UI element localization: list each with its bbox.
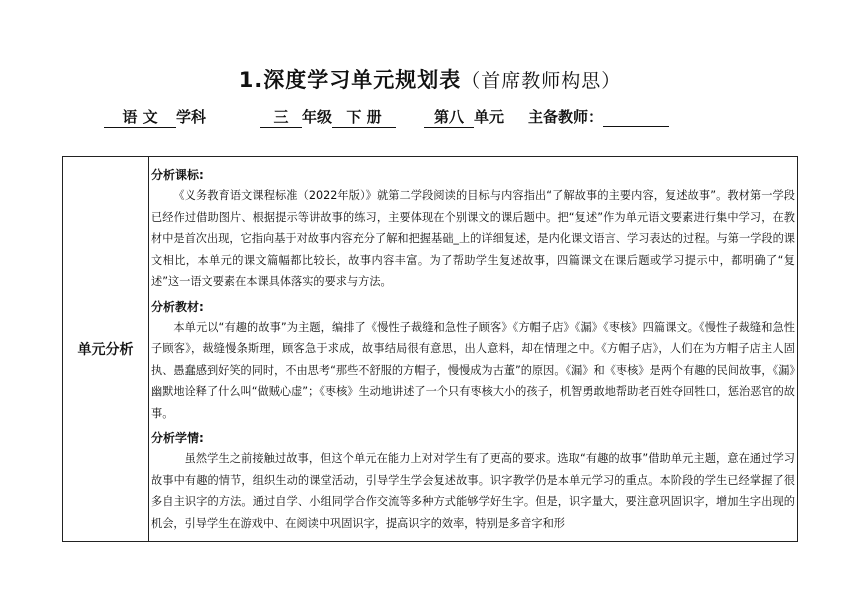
subject-value: 语 文	[104, 106, 176, 128]
row-label: 单元分析	[77, 342, 134, 358]
section-heading-curriculum: 分析课标:	[151, 168, 204, 182]
document-title	[0, 64, 860, 94]
title-subtitle: （首席教师构思）	[461, 70, 622, 92]
unit-value: 第八	[424, 106, 474, 128]
row-label-cell	[63, 157, 149, 541]
section-body-students: 虽然学生之前接触过故事，但这个单元在能力上对对学生有了更高的要求。选取“有趣的故事”借助单元主题，意在通过学习故事中有趣的情节，组织生动的课堂活动，引导学生学会复述故事。识字教学仍是本单元学习的重点。本阶段的学生已经掌握了很多自主识字的方法。通过自学、小组同学合作交流等多种方式能够学好生字。但是，识字量大，要注意巩固识字，增加生字出现的机会，引导学生在游戏中、在阅读中巩固识字，提高识字的效率，特别是多音字和形	[151, 452, 795, 530]
teacher-label: 主备教师：	[528, 108, 604, 126]
section-heading-textbook: 分析教材:	[151, 299, 204, 314]
grade-value: 三	[260, 106, 302, 128]
teacher-value-blank	[603, 108, 669, 127]
unit-analysis-table	[62, 156, 798, 542]
unit-label: 单元	[474, 108, 505, 126]
analysis-content-cell	[151, 159, 795, 541]
section-body-textbook: 本单元以“有趣的故事”为主题，编排了《慢性子裁缝和急性子顾客》《方帽子店》《漏》《枣核》四篇课文。《慢性子裁缝和急性子顾客》，裁缝慢条斯理，顾客急于求成，故事结局很有意思，出人意料，却在情理之中。《方帽子店》，人们在为方帽子店主人固执、愚蠢感到好笑的同时，不由思考“那些不舒服的方帽子，慢慢成为古董”的原因。《漏》和《枣核》是两个有趣的民间故事，《漏》幽默地诠释了什么叫“做贼心虚”；《枣核》生动地讲述了一个只有枣核大小的孩子，机智勇敢地帮助老百姓夺回牲口，惩治恶官的故事。	[151, 320, 795, 420]
subject-label: 学科	[176, 108, 207, 126]
volume-value: 下 册	[332, 106, 396, 128]
unit-meta-line	[104, 106, 669, 128]
grade-label: 年级	[302, 108, 333, 126]
title-main: 1.深度学习单元规划表	[238, 68, 462, 92]
section-heading-students: 分析学情:	[151, 431, 204, 445]
section-body-curriculum: 《义务教育语文课程标准（2022年版）》就第二学段阅读的目标与内容指出“了解故事的主要内容，复述故事”。教材第一学段已经作过借助图片、根据提示等讲故事的练习，主要体现在个别课文的课后题中。把“复述”作为单元语文要素进行集中学习，在教材中是首次出现，它指向基于对故事内容充分了解和把握基础_上的详细复述，是内化课文语言、学习表达的过程。与第一学段的课文相比，本单元的课文篇幅都比较长，故事内容丰富。为了帮助学生复述故事，四篇课文在课后题或学习提示中，都明确了“复述”这一语文要素在本课具体落实的要求与方法。	[151, 189, 795, 288]
